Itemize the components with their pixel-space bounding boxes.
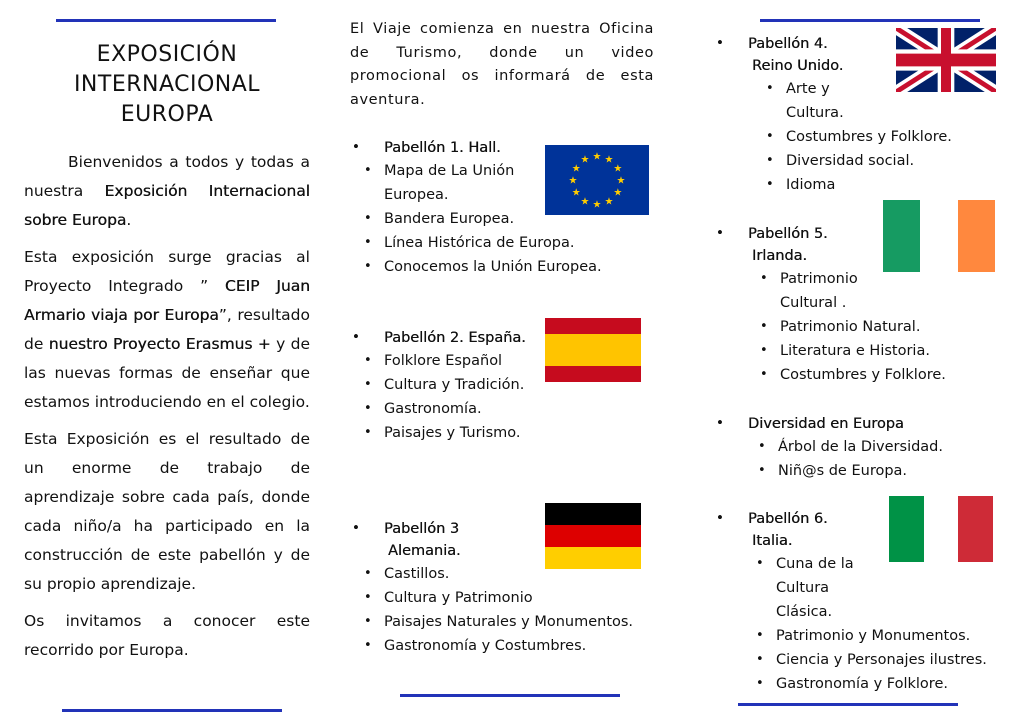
star-icon: ★ <box>571 187 581 199</box>
pavilion-title: • Pabellón 5. <box>716 223 1006 245</box>
title-line: EXPOSICIÓN <box>96 42 238 67</box>
star-icon: ★ <box>571 163 581 175</box>
germany-flag-icon <box>545 503 641 569</box>
list-item: • Cultura y Tradición. <box>356 373 544 397</box>
star-icon: ★ <box>604 154 614 166</box>
list-item: • Patrimonio y Monumentos. <box>748 624 1006 648</box>
uk-flag-icon <box>896 28 996 92</box>
title-line: EUROPA <box>120 102 214 127</box>
spain-flag-icon <box>545 318 641 382</box>
pavilion-title: • Diversidad en Europa <box>716 413 1006 435</box>
list-item: • Bandera Europea. <box>356 207 652 231</box>
list-item: • Niñ@s de Europa. <box>750 459 1006 483</box>
eu-flag-icon <box>545 145 649 215</box>
diversity-section <box>716 413 1006 483</box>
list-item: • Cuna de la Cultura Clásica. <box>748 552 888 624</box>
pavilion-subtitle: Irlanda. <box>752 248 808 264</box>
star-icon: ★ <box>613 163 623 175</box>
list-item: • Gastronomía. <box>356 397 652 421</box>
star-icon: ★ <box>580 154 590 166</box>
column-pavilions-1 <box>350 18 654 112</box>
pavilion-title: • Pabellón 4. <box>716 33 1006 55</box>
top-rule-left <box>56 19 276 22</box>
top-rule-right <box>760 19 980 22</box>
star-icon: ★ <box>604 196 614 208</box>
result-paragraph: Esta Exposición es el resultado de un enorme de trabajo de aprendizaje sobre cada país, donde cada niño/a ha participado en la construcción de este pabellón y de su propio aprendizaje. <box>24 430 310 593</box>
welcome-paragraph: Bienvenidos a todos y todas a nuestra Exposición Internacional sobre Europa. <box>24 153 310 229</box>
list-item: • Costumbres y Folklore. <box>752 363 1006 387</box>
list-item: • Paisajes Naturales y Monumentos. <box>356 610 652 634</box>
list-item: • Arte y Cultura. <box>758 77 866 125</box>
star-icon: ★ <box>592 199 602 211</box>
pavilion-items <box>752 267 1006 387</box>
ireland-flag-icon <box>883 200 995 272</box>
list-item: • Literatura e Historia. <box>752 339 1006 363</box>
exhibition-title <box>24 40 310 130</box>
list-item: • Diversidad social. <box>758 149 1006 173</box>
column-welcome <box>24 40 310 673</box>
star-icon: ★ <box>592 151 602 163</box>
list-item: • Línea Histórica de Europa. <box>356 231 652 255</box>
list-item: • Conocemos la Unión Europea. <box>356 255 652 279</box>
list-item: • Gastronomía y Costumbres. <box>356 634 652 658</box>
pavilion-subtitle: Reino Unido. <box>752 58 844 74</box>
pavilion-items <box>750 435 1006 483</box>
list-item: • Árbol de la Diversidad. <box>750 435 1006 459</box>
bottom-rule-right <box>738 703 958 706</box>
star-icon: ★ <box>613 187 623 199</box>
list-item: • Patrimonio Cultural . <box>752 267 880 315</box>
pavilion-title: • Pabellón 3 <box>352 518 652 540</box>
pavilion-subtitle: Alemania. <box>388 543 461 559</box>
bottom-rule-left <box>62 709 282 712</box>
list-item: • Paisajes y Turismo. <box>356 421 652 445</box>
list-item: • Gastronomía y Folklore. <box>748 672 1006 696</box>
pavilion-items <box>356 562 652 658</box>
intro-text: El Viaje comienza en nuestra Oficina de Turismo, donde un video promocional os informará de esta aventura. <box>350 21 654 108</box>
list-item: • Castillos. <box>356 562 652 586</box>
pavilion-title: • Pabellón 1. Hall. <box>352 137 652 159</box>
title-line: INTERNACIONAL <box>73 72 261 97</box>
pavilion-title: • Pabellón 6. <box>716 508 1006 530</box>
pavilion-items <box>748 552 1006 696</box>
invitation-paragraph: Os invitamos a conocer este recorrido por Europa. <box>24 612 310 659</box>
italy-flag-icon <box>889 496 993 562</box>
bottom-rule-middle <box>400 694 620 697</box>
list-item: • Cultura y Patrimonio <box>356 586 652 610</box>
list-item: • Costumbres y Folklore. <box>758 125 1006 149</box>
pavilion-subtitle: Italia. <box>752 533 793 549</box>
list-item: • Mapa de La Unión Europea. <box>356 159 524 207</box>
list-item: • Ciencia y Personajes ilustres. <box>748 648 1006 672</box>
star-icon: ★ <box>580 196 590 208</box>
list-item: • Idioma <box>758 173 1006 197</box>
star-icon: ★ <box>568 175 578 187</box>
star-icon: ★ <box>616 175 626 187</box>
list-item: • Folklore Español <box>356 349 652 373</box>
list-item: • Patrimonio Natural. <box>752 315 1006 339</box>
pavilion-items <box>758 77 1006 197</box>
pavilion-title: • Pabellón 2. España. <box>352 327 652 349</box>
origin-paragraph: Esta exposición surge gracias al Proyecto Integrado ” CEIP Juan Armario viaja por Europa”, resultado de nuestro Proyecto Erasmus + y de las nuevas formas de enseñar que estamos introduciendo en el colegio. <box>24 248 310 411</box>
